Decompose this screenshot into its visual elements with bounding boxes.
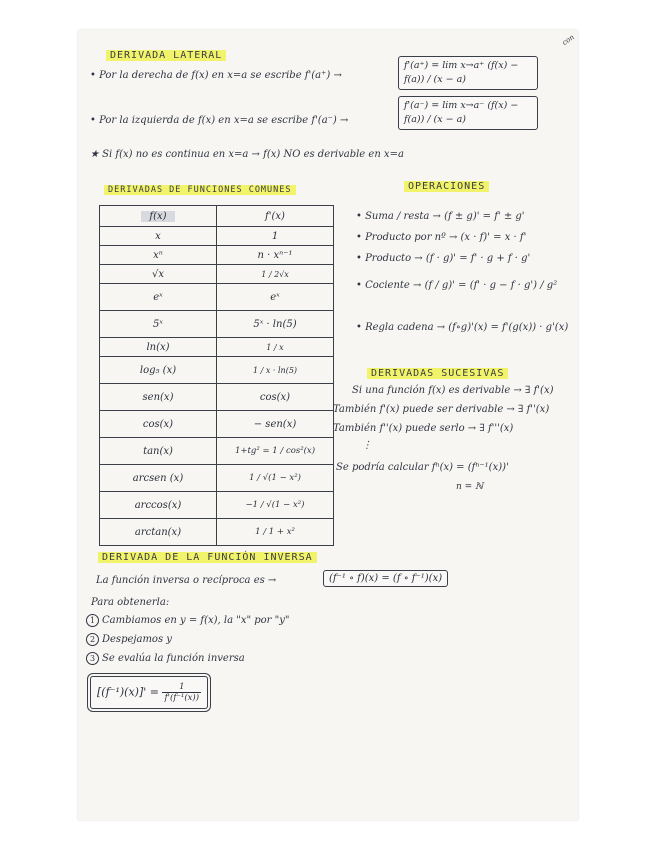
- fraction-denominator: f'(f⁻¹(x)): [164, 693, 200, 703]
- table-row: [100, 357, 334, 384]
- table-row: [100, 338, 334, 357]
- operations-heading: OPERACIONES: [404, 181, 489, 192]
- inverse-final-fraction: [162, 682, 201, 703]
- step-number: 1: [86, 614, 99, 627]
- table-cell: cos(x): [217, 384, 334, 411]
- step-text: Cambiamos en y = f(x), la "x" por "y": [102, 615, 290, 626]
- inverse-intro-formula: (f⁻¹ ∘ f)(x) = (f ∘ f⁻¹)(x): [323, 570, 448, 587]
- derivatives-table: [99, 205, 334, 546]
- table-cell: sen(x): [100, 384, 217, 411]
- lateral-heading: DERIVADA LATERAL: [106, 50, 226, 61]
- operation-item: • Producto → (f · g)' = f' · g + f · g': [356, 253, 531, 264]
- successive-heading: DERIVADAS SUCESIVAS: [367, 368, 508, 379]
- continuity-note: ★ Si f(x) no es continua en x=a → f(x) NO es derivable en x=a: [90, 149, 404, 160]
- successive-line: ⋮: [362, 440, 372, 451]
- fraction-numerator: 1: [162, 682, 201, 693]
- table-cell: log₅ (x): [100, 357, 217, 384]
- table-row: [100, 492, 334, 519]
- lateral-right-text: • Por la derecha de f(x) en x=a se escribe f'(a⁺) →: [90, 70, 342, 81]
- table-cell: arcsen (x): [100, 465, 217, 492]
- table-cell: eˣ: [217, 284, 334, 311]
- table-cell: 1 / 2√x: [217, 265, 334, 284]
- table-cell: n · xⁿ⁻¹: [217, 246, 334, 265]
- operation-item: • Regla cadena → (f∘g)'(x) = f'(g(x)) · g'(x): [356, 322, 569, 333]
- table-cell: √x: [100, 265, 217, 284]
- common-heading: DERIVADAS DE FUNCIONES COMUNES: [104, 185, 296, 195]
- step-text: Se evalúa la función inversa: [102, 653, 245, 664]
- inverse-final-formula: [90, 676, 208, 709]
- table-cell: 1: [217, 227, 334, 246]
- inverse-final-left: [(f⁻¹)(x)]' =: [97, 685, 159, 699]
- table-cell: 1 / 1 + x²: [217, 519, 334, 546]
- table-cell: 1+tg² = 1 / cos²(x): [217, 438, 334, 465]
- operation-item: • Cociente → (f / g)' = (f' · g − f · g') / g²: [356, 280, 558, 291]
- corner-mark: con: [560, 33, 576, 47]
- step-number: 2: [86, 633, 99, 646]
- table-row: [100, 265, 334, 284]
- step-text: Despejamos y: [102, 634, 172, 645]
- table-cell: − sen(x): [217, 411, 334, 438]
- table-cell: 1 / √(1 − x²): [217, 465, 334, 492]
- table-cell: −1 / √(1 − x²): [217, 492, 334, 519]
- table-cell: 5ˣ · ln(5): [217, 311, 334, 338]
- table-cell: x: [100, 227, 217, 246]
- inverse-intro: La función inversa o recíproca es →: [96, 575, 277, 586]
- step-number: 3: [86, 652, 99, 665]
- operation-item: • Suma / resta → (f ± g)' = f' ± g': [356, 211, 525, 222]
- successive-line: Si una función f(x) es derivable → ∃ f'(x): [352, 385, 554, 396]
- steps-title: Para obtenerla:: [91, 597, 170, 608]
- table-row: [100, 311, 334, 338]
- lateral-left-text: • Por la izquierda de f(x) en x=a se escribe f'(a⁻) →: [90, 115, 349, 126]
- table-row: [100, 246, 334, 265]
- table-cell: arccos(x): [100, 492, 217, 519]
- successive-line: Se podría calcular fⁿ(x) = (fⁿ⁻¹(x))': [336, 462, 509, 473]
- step-item: [86, 633, 172, 646]
- table-header-row: [100, 206, 334, 227]
- table-cell: ln(x): [100, 338, 217, 357]
- table-cell: cos(x): [100, 411, 217, 438]
- table-row: [100, 384, 334, 411]
- inverse-heading: DERIVADA DE LA FUNCIÓN INVERSA: [98, 552, 317, 563]
- lateral-right-formula: f'(a⁺) = lim x→a⁺ (f(x) − f(a)) / (x − a): [398, 56, 538, 90]
- table-cell: 5ˣ: [100, 311, 217, 338]
- step-item: [86, 652, 245, 665]
- table-cell: eˣ: [100, 284, 217, 311]
- table-cell: xⁿ: [100, 246, 217, 265]
- table-row: [100, 227, 334, 246]
- table-header-cell: f(x): [100, 206, 217, 227]
- successive-line: También f'(x) puede ser derivable → ∃ f''(x): [333, 404, 550, 415]
- table-row: [100, 519, 334, 546]
- table-cell: 1 / x · ln(5): [217, 357, 334, 384]
- table-header-cell: f'(x): [217, 206, 334, 227]
- table-cell: arctan(x): [100, 519, 217, 546]
- successive-line: n = ℕ: [456, 482, 484, 492]
- table-row: [100, 411, 334, 438]
- operation-item: • Producto por nº → (x · f)' = x · f': [356, 232, 527, 243]
- successive-line: También f''(x) puede serlo → ∃ f'''(x): [333, 423, 514, 434]
- table-cell: tan(x): [100, 438, 217, 465]
- step-item: [86, 614, 289, 627]
- table-row: [100, 438, 334, 465]
- table-cell: 1 / x: [217, 338, 334, 357]
- lateral-left-formula: f'(a⁻) = lim x→a⁻ (f(x) − f(a)) / (x − a): [398, 96, 538, 130]
- table-row: [100, 284, 334, 311]
- table-row: [100, 465, 334, 492]
